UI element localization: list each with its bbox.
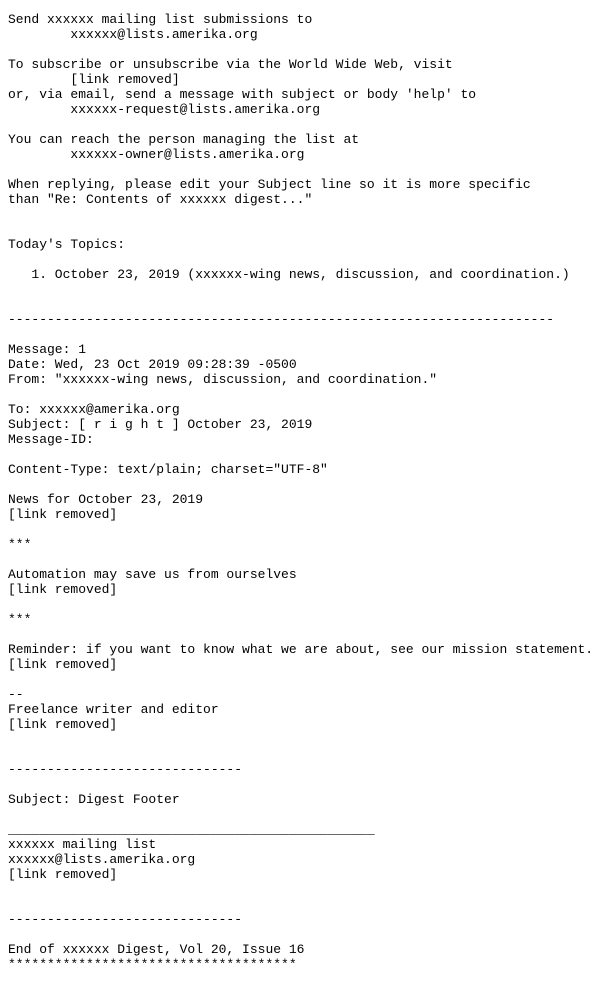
- separator-line: ----------------------------------------------------------------------: [8, 312, 555, 327]
- blank-line: [8, 252, 593, 267]
- blank-line: [8, 927, 593, 942]
- section-divider: ***: [8, 537, 32, 552]
- blank-line: [8, 447, 593, 462]
- blank-line: [8, 207, 593, 222]
- blank-line: [8, 327, 593, 342]
- email-address[interactable]: xxxxxx@lists.amerika.org: [8, 27, 258, 42]
- blank-line: [8, 222, 593, 237]
- header-field: Message-ID:: [8, 432, 94, 447]
- separator-line: ------------------------------: [8, 912, 243, 927]
- text-line: than "Re: Contents of xxxxxx digest...": [8, 192, 313, 207]
- email-address[interactable]: xxxxxx-request@lists.amerika.org: [8, 102, 321, 117]
- blank-line: [8, 777, 593, 792]
- text-line: or, via email, send a message with subject or body 'help' to: [8, 87, 477, 102]
- text-line: Send xxxxxx mailing list submissions to: [8, 12, 313, 27]
- text-line: To subscribe or unsubscribe via the World Wide Web, visit: [8, 57, 453, 72]
- blank-line: [8, 882, 593, 897]
- removed-link: [link removed]: [8, 582, 118, 597]
- text-line: Today's Topics:: [8, 237, 126, 252]
- blank-line: [8, 672, 593, 687]
- separator-line: ------------------------------: [8, 762, 243, 777]
- text-line: --: [8, 687, 24, 702]
- email-address[interactable]: xxxxxx@lists.amerika.org: [8, 852, 196, 867]
- text-line: You can reach the person managing the list at: [8, 132, 360, 147]
- text-line: xxxxxx mailing list: [8, 837, 157, 852]
- blank-line: [8, 597, 593, 612]
- blank-line: [8, 522, 593, 537]
- blank-line: [8, 387, 593, 402]
- header-field: Content-Type: text/plain; charset="UTF-8": [8, 462, 328, 477]
- blank-line: [8, 282, 593, 297]
- blank-line: [8, 42, 593, 57]
- header-field: Message: 1: [8, 342, 87, 357]
- end-marker: *************************************: [8, 957, 297, 972]
- blank-line: [8, 297, 593, 312]
- removed-link: [link removed]: [8, 657, 118, 672]
- removed-link: [link removed]: [8, 867, 118, 882]
- blank-line: [8, 162, 593, 177]
- blank-line: [8, 117, 593, 132]
- blank-line: [8, 732, 593, 747]
- email-address[interactable]: xxxxxx-owner@lists.amerika.org: [8, 147, 305, 162]
- header-field: Date: Wed, 23 Oct 2019 09:28:39 -0500: [8, 357, 297, 372]
- blank-line: [8, 627, 593, 642]
- text-line: Reminder: if you want to know what we are about, see our mission statement.: [8, 642, 593, 657]
- removed-link: [link removed]: [8, 507, 118, 522]
- header-field: From: "xxxxxx-wing news, discussion, and coordination.": [8, 372, 438, 387]
- footer-rule: _______________________________________________: [8, 822, 375, 837]
- removed-link: [link removed]: [8, 72, 180, 87]
- blank-line: [8, 897, 593, 912]
- text-line: Freelance writer and editor: [8, 702, 219, 717]
- text-line: Automation may save us from ourselves: [8, 567, 297, 582]
- section-divider: ***: [8, 612, 32, 627]
- blank-line: [8, 747, 593, 762]
- blank-line: [8, 552, 593, 567]
- text-line: When replying, please edit your Subject line so it is more specific: [8, 177, 531, 192]
- header-field: To: xxxxxx@amerika.org: [8, 402, 180, 417]
- blank-line: [8, 477, 593, 492]
- header-field: Subject: Digest Footer: [8, 792, 180, 807]
- header-field: Subject: [ r i g h t ] October 23, 2019: [8, 417, 313, 432]
- removed-link: [link removed]: [8, 717, 118, 732]
- blank-line: [8, 807, 593, 822]
- text-line: 1. October 23, 2019 (xxxxxx-wing news, discussion, and coordination.): [8, 267, 570, 282]
- text-line: News for October 23, 2019: [8, 492, 204, 507]
- text-line: End of xxxxxx Digest, Vol 20, Issue 16: [8, 942, 305, 957]
